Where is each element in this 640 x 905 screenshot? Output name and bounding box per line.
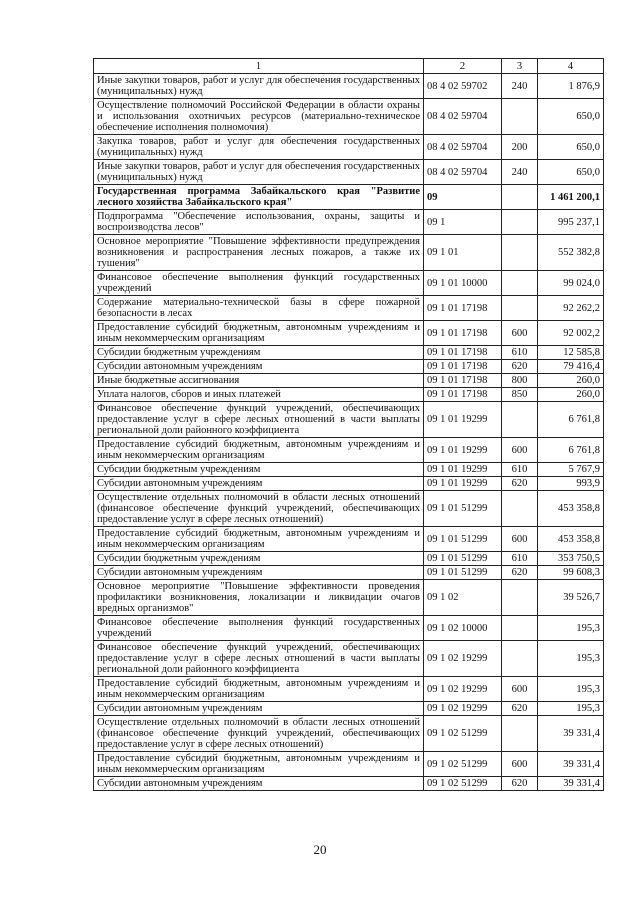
- table-row: [94, 777, 604, 791]
- row-expense-type-cell: [502, 402, 538, 438]
- row-expense-type-cell: 850: [502, 388, 538, 402]
- row-name-cell: Предоставление субсидий бюджетным, автономным учреждениям и иным некоммерческим организациям: [94, 677, 424, 702]
- row-sum-cell: 39 331,4: [538, 777, 604, 791]
- row-sum-cell: 195,3: [538, 677, 604, 702]
- row-code-cell: 09 1 01 17198: [424, 360, 502, 374]
- table-row: [94, 99, 604, 135]
- row-expense-type-cell: 610: [502, 552, 538, 566]
- row-code-cell: 09 1 02: [424, 580, 502, 616]
- row-sum-cell: 39 331,4: [538, 752, 604, 777]
- page-number: 20: [313, 842, 327, 857]
- table-row: [94, 616, 604, 641]
- row-name-cell: Субсидии автономным учреждениям: [94, 777, 424, 791]
- row-name-cell: Уплата налогов, сборов и иных платежей: [94, 388, 424, 402]
- row-code-cell: 09 1 01 51299: [424, 566, 502, 580]
- row-sum-cell: 92 262,2: [538, 296, 604, 321]
- row-expense-type-cell: 240: [502, 160, 538, 185]
- row-code-cell: 09 1 02 51299: [424, 752, 502, 777]
- row-name-cell: Основное мероприятие "Повышение эффективности предупреждения возникновения и распространения лесных пожаров, а также их тушения": [94, 235, 424, 271]
- row-expense-type-cell: 200: [502, 135, 538, 160]
- table-row: [94, 677, 604, 702]
- row-code-cell: 09 1: [424, 210, 502, 235]
- row-name-cell: Предоставление субсидий бюджетным, автономным учреждениям и иным некоммерческим организациям: [94, 321, 424, 346]
- row-code-cell: 09 1 01 10000: [424, 271, 502, 296]
- budget-table: [93, 58, 604, 791]
- row-name-cell: Предоставление субсидий бюджетным, автономным учреждениям и иным некоммерческим организациям: [94, 527, 424, 552]
- table-row: [94, 296, 604, 321]
- row-name-cell: Иные закупки товаров, работ и услуг для обеспечения государственных (муниципальных) нужд: [94, 160, 424, 185]
- table-row: [94, 552, 604, 566]
- row-code-cell: 09 1 01 17198: [424, 346, 502, 360]
- row-name-cell: Субсидии бюджетным учреждениям: [94, 552, 424, 566]
- row-name-cell: Закупка товаров, работ и услуг для обеспечения государственных (муниципальных) нужд: [94, 135, 424, 160]
- row-expense-type-cell: [502, 716, 538, 752]
- header-col-sum: 4: [538, 59, 604, 74]
- row-name-cell: Иные бюджетные ассигнования: [94, 374, 424, 388]
- table-row: [94, 185, 604, 210]
- row-sum-cell: 650,0: [538, 135, 604, 160]
- row-sum-cell: 650,0: [538, 99, 604, 135]
- table-row: [94, 235, 604, 271]
- table-row: [94, 477, 604, 491]
- table-row: [94, 271, 604, 296]
- row-expense-type-cell: [502, 271, 538, 296]
- row-sum-cell: 260,0: [538, 388, 604, 402]
- row-code-cell: 09 1 01 19299: [424, 438, 502, 463]
- row-expense-type-cell: 610: [502, 463, 538, 477]
- row-sum-cell: 5 767,9: [538, 463, 604, 477]
- row-sum-cell: 1 876,9: [538, 74, 604, 99]
- row-expense-type-cell: [502, 296, 538, 321]
- row-sum-cell: 6 761,8: [538, 438, 604, 463]
- row-name-cell: Содержание материально-технической базы в сфере пожарной безопасности в лесах: [94, 296, 424, 321]
- table-row: [94, 527, 604, 552]
- row-code-cell: 09 1 01 17198: [424, 321, 502, 346]
- table-row: [94, 752, 604, 777]
- row-expense-type-cell: [502, 580, 538, 616]
- row-sum-cell: 79 416,4: [538, 360, 604, 374]
- row-code-cell: 09 1 01 19299: [424, 402, 502, 438]
- row-sum-cell: 453 358,8: [538, 491, 604, 527]
- row-name-cell: Финансовое обеспечение выполнения функций государственных учреждений: [94, 271, 424, 296]
- row-sum-cell: 650,0: [538, 160, 604, 185]
- row-sum-cell: 552 382,8: [538, 235, 604, 271]
- row-expense-type-cell: 600: [502, 527, 538, 552]
- table-row: [94, 210, 604, 235]
- row-code-cell: 09 1 01 51299: [424, 491, 502, 527]
- table-row: [94, 566, 604, 580]
- table-body: [94, 74, 604, 791]
- row-name-cell: Финансовое обеспечение выполнения функций государственных учреждений: [94, 616, 424, 641]
- table-row: [94, 346, 604, 360]
- row-sum-cell: 453 358,8: [538, 527, 604, 552]
- table-row: [94, 641, 604, 677]
- row-code-cell: 08 4 02 59704: [424, 99, 502, 135]
- row-code-cell: 09 1 01 17198: [424, 374, 502, 388]
- row-sum-cell: 12 585,8: [538, 346, 604, 360]
- row-expense-type-cell: [502, 235, 538, 271]
- row-expense-type-cell: 600: [502, 321, 538, 346]
- row-expense-type-cell: 240: [502, 74, 538, 99]
- row-expense-type-cell: [502, 491, 538, 527]
- table-row: [94, 388, 604, 402]
- table-row: [94, 360, 604, 374]
- row-name-cell: Осуществление полномочий Российской Федерации в области охраны и использования охотничьих ресурсов (материально-техническое обеспечение исполнения полномочия): [94, 99, 424, 135]
- row-code-cell: 09 1 01 51299: [424, 527, 502, 552]
- table-row: [94, 716, 604, 752]
- row-name-cell: Субсидии автономным учреждениям: [94, 360, 424, 374]
- row-name-cell: Финансовое обеспечение функций учреждений, обеспечивающих предоставление услуг в сфере лесных отношений в части выплаты региональной доли районного коэффициента: [94, 402, 424, 438]
- row-sum-cell: 353 750,5: [538, 552, 604, 566]
- row-expense-type-cell: [502, 616, 538, 641]
- table-row: [94, 702, 604, 716]
- row-name-cell: Предоставление субсидий бюджетным, автономным учреждениям и иным некоммерческим организациям: [94, 438, 424, 463]
- row-code-cell: 08 4 02 59702: [424, 74, 502, 99]
- row-sum-cell: 260,0: [538, 374, 604, 388]
- row-code-cell: 09: [424, 185, 502, 210]
- row-name-cell: Субсидии автономным учреждениям: [94, 702, 424, 716]
- row-name-cell: Основное мероприятие "Повышение эффективности проведения профилактики возникновения, локализации и ликвидации очагов вредных организмов": [94, 580, 424, 616]
- row-expense-type-cell: [502, 185, 538, 210]
- row-expense-type-cell: 620: [502, 777, 538, 791]
- row-expense-type-cell: 620: [502, 477, 538, 491]
- header-col-code: 2: [424, 59, 502, 74]
- row-sum-cell: 195,3: [538, 641, 604, 677]
- row-code-cell: 09 1 01 51299: [424, 552, 502, 566]
- row-code-cell: 09 1 02 10000: [424, 616, 502, 641]
- table-row: [94, 580, 604, 616]
- row-sum-cell: 39 331,4: [538, 716, 604, 752]
- row-sum-cell: 1 461 200,1: [538, 185, 604, 210]
- row-code-cell: 09 1 02 19299: [424, 641, 502, 677]
- row-expense-type-cell: 600: [502, 752, 538, 777]
- row-sum-cell: 993,9: [538, 477, 604, 491]
- row-expense-type-cell: 600: [502, 438, 538, 463]
- row-code-cell: 09 1 02 19299: [424, 702, 502, 716]
- header-col-type: 3: [502, 59, 538, 74]
- table-header-row: [94, 59, 604, 74]
- row-code-cell: 08 4 02 59704: [424, 160, 502, 185]
- row-name-cell: Предоставление субсидий бюджетным, автономным учреждениям и иным некоммерческим организациям: [94, 752, 424, 777]
- table-row: [94, 321, 604, 346]
- row-name-cell: Финансовое обеспечение функций учреждений, обеспечивающих предоставление услуг в сфере лесных отношений в части выплаты региональной доли районного коэффициента: [94, 641, 424, 677]
- row-name-cell: Осуществление отдельных полномочий в области лесных отношений (финансовое обеспечение функций учреждений, обеспечивающих предоставление услуг в сфере лесных отношений): [94, 491, 424, 527]
- row-name-cell: Подпрограмма "Обеспечение использования, охраны, защиты и воспроизводства лесов": [94, 210, 424, 235]
- header-col-name: 1: [94, 59, 424, 74]
- row-expense-type-cell: 620: [502, 566, 538, 580]
- table-row: [94, 160, 604, 185]
- row-sum-cell: 995 237,1: [538, 210, 604, 235]
- row-expense-type-cell: [502, 99, 538, 135]
- row-name-cell: Иные закупки товаров, работ и услуг для обеспечения государственных (муниципальных) нужд: [94, 74, 424, 99]
- row-code-cell: 08 4 02 59704: [424, 135, 502, 160]
- row-sum-cell: 195,3: [538, 616, 604, 641]
- row-expense-type-cell: [502, 641, 538, 677]
- row-expense-type-cell: 610: [502, 346, 538, 360]
- row-code-cell: 09 1 02 51299: [424, 777, 502, 791]
- row-expense-type-cell: 800: [502, 374, 538, 388]
- row-code-cell: 09 1 02 51299: [424, 716, 502, 752]
- row-sum-cell: 99 024,0: [538, 271, 604, 296]
- row-name-cell: Государственная программа Забайкальского края "Развитие лесного хозяйства Забайкальского края": [94, 185, 424, 210]
- row-sum-cell: 195,3: [538, 702, 604, 716]
- row-sum-cell: 6 761,8: [538, 402, 604, 438]
- table-row: [94, 491, 604, 527]
- row-name-cell: Осуществление отдельных полномочий в области лесных отношений (финансовое обеспечение функций учреждений, обеспечивающих предоставление услуг в сфере лесных отношений): [94, 716, 424, 752]
- row-code-cell: 09 1 01 17198: [424, 388, 502, 402]
- row-name-cell: Субсидии автономным учреждениям: [94, 477, 424, 491]
- table-row: [94, 74, 604, 99]
- table-row: [94, 438, 604, 463]
- table-row: [94, 402, 604, 438]
- row-expense-type-cell: 600: [502, 677, 538, 702]
- row-name-cell: Субсидии бюджетным учреждениям: [94, 463, 424, 477]
- row-code-cell: 09 1 01 19299: [424, 463, 502, 477]
- row-code-cell: 09 1 01: [424, 235, 502, 271]
- row-sum-cell: 39 526,7: [538, 580, 604, 616]
- table-row: [94, 135, 604, 160]
- row-name-cell: Субсидии автономным учреждениям: [94, 566, 424, 580]
- table-row: [94, 374, 604, 388]
- row-sum-cell: 99 608,3: [538, 566, 604, 580]
- row-name-cell: Субсидии бюджетным учреждениям: [94, 346, 424, 360]
- row-expense-type-cell: [502, 210, 538, 235]
- row-sum-cell: 92 002,2: [538, 321, 604, 346]
- row-expense-type-cell: 620: [502, 360, 538, 374]
- row-expense-type-cell: 620: [502, 702, 538, 716]
- row-code-cell: 09 1 01 17198: [424, 296, 502, 321]
- table-row: [94, 463, 604, 477]
- row-code-cell: 09 1 02 19299: [424, 677, 502, 702]
- row-code-cell: 09 1 01 19299: [424, 477, 502, 491]
